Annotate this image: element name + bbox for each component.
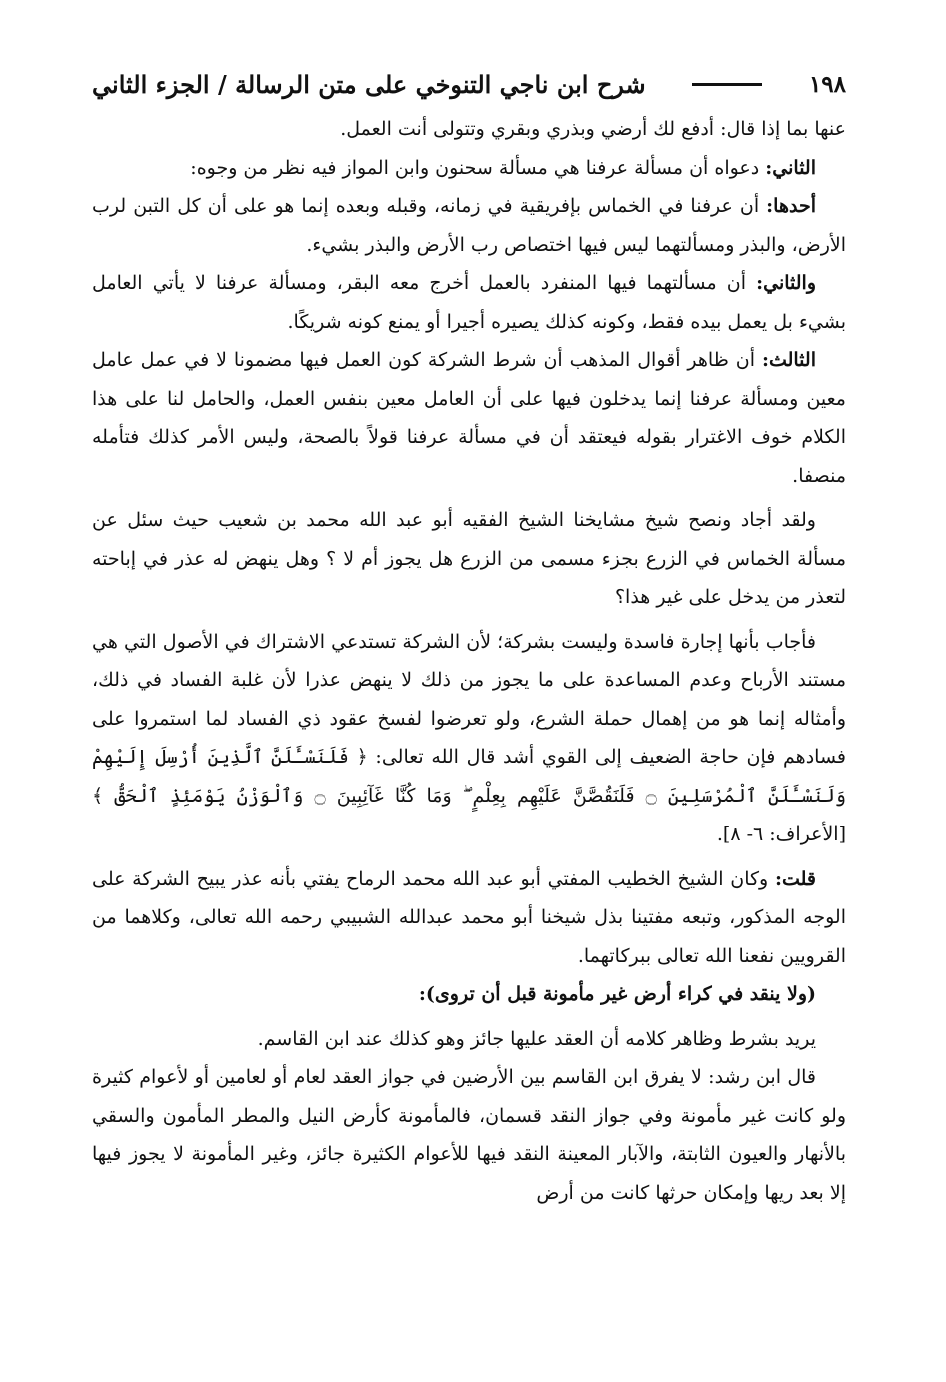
running-title: شرح ابن ناجي التنوخي على متن الرسالة / الجزء الثاني bbox=[92, 69, 646, 99]
paragraph-lead: قلت: bbox=[774, 867, 816, 890]
paragraph-lead: والثاني: bbox=[756, 272, 816, 294]
paragraph-4 bbox=[92, 264, 846, 341]
document-page bbox=[92, 58, 846, 1212]
matn-text: (ولا ينقد في كراء أرض غير مأمونة قبل أن تروى): bbox=[418, 983, 816, 1005]
paragraph-2 bbox=[92, 149, 846, 188]
paragraph-text: يريد بشرط وظاهر كلامه أن العقد عليها جائز وهو كذلك عند ابن القاسم. bbox=[257, 1027, 816, 1050]
paragraph-8 bbox=[92, 860, 846, 976]
paragraph-text: أن مسألتهما فيها المنفرد بالعمل أخرج معه البقر، ومسألة عرفنا لا يأتي العامل بشيء بل يعمل بيده فقط، وكونه كذلك يصيره أجيرا أو يمنع كونه شريكًا. bbox=[92, 272, 846, 333]
paragraph-text: عنها بما إذا قال: أدفع لك أرضي وبذري وبقري وتتولى أنت العمل. bbox=[340, 118, 846, 140]
verse-reference: [الأعراف: ٦- ٨]. bbox=[716, 823, 846, 845]
body-text bbox=[92, 110, 846, 1212]
paragraph-6 bbox=[92, 501, 846, 617]
paragraph-text: دعواه أن مسألة عرفنا هي مسألة سحنون وابن المواز فيه نظر من وجوه: bbox=[190, 156, 766, 179]
paragraph-3 bbox=[92, 187, 846, 264]
paragraph-text: أن عرفنا في الخماس بإفريقية في زمانه، وقبله وبعده إنما هو على أن كل التبن لرب الأرض، والبذر ومسألتهما ليس فيها اختصاص رب الأرض والبذر بشيء. bbox=[92, 195, 846, 256]
paragraph-11 bbox=[92, 1058, 846, 1212]
paragraph-lead: الثاني: bbox=[765, 156, 816, 179]
paragraph-text: فأجاب بأنها إجارة فاسدة وليست بشركة؛ لأن الشركة تستدعي الاشتراك في الأصول التي هي مستند الأرباح وعدم المساعدة على ما يجوز من ذلك لا ينهض عذرا لأن غلبة الفساد في ذلك، وأمثاله إنما هو من إهمال حملة الشرع، ولو تعرضوا لفسخ عقود ذي الفساد لما استمروا على فسادهم فإن حاجة الضعيف إلى القوي أشد قال الله تعالى: bbox=[92, 630, 846, 768]
paragraph-9-matn bbox=[92, 975, 846, 1014]
paragraph-text: قال ابن رشد: لا يفرق ابن القاسم بين الأرضين في جواز العقد لعام أو لعامين أو لأعوام كثيرة ولو كانت غير مأمونة وفي جواز النقد قسمان، فالمأمونة كأرض النيل والمطر المأمون والسقي بالأنهار والعيون الثابتة، والآبار المعينة النقد فيها للأعوام الكثيرة جائز، وغير المأمونة لا يجوز فيها إلا بعد ريها وإمكان حرثها كانت من أرض bbox=[92, 1066, 846, 1204]
page-number: ١٩٨ bbox=[808, 70, 846, 98]
paragraph-1 bbox=[92, 110, 846, 149]
paragraph-lead: الثالث: bbox=[761, 349, 816, 371]
paragraph-text: أن ظاهر أقوال المذهب أن شرط الشركة كون العمل فيها مضمونا لا في عمل عامل معين ومسألة عرفنا إنما يدخلون فيها على أن العامل معين بنفس العمل، والحامل لنا على هذا الكلام خوف الاغترار بقوله فيعتقد أن في مسألة عرفنا قولاً بالصحة، وليس الأمر كذلك فتأمله منصفا. bbox=[92, 349, 846, 487]
paragraph-text: وكان الشيخ الخطيب المفتي أبو عبد الله محمد الرماح يفتي بأنه عذر يبيح الشركة على الوجه المذكور، وتبعه مفتينا بذل شيخنا أبو محمد عبدالله الشبيبي رحمه الله تعالى، وكلاهما من القرويين نفعنا الله تعالى ببركاتهما. bbox=[92, 867, 846, 967]
page-header bbox=[92, 58, 846, 110]
paragraph-10 bbox=[92, 1020, 846, 1059]
paragraph-5 bbox=[92, 341, 846, 495]
paragraph-text: ولقد أجاد ونصح شيخ مشايخنا الشيخ الفقيه أبو عبد الله محمد بن شعيب حيث سئل عن مسألة الخماس في الزرع بجزء مسمى من الزرع هل يجوز أم لا ؟ وهل ينهض له عذر في إباحته لتعذر من يدخل على غير هذا؟ bbox=[92, 509, 846, 608]
paragraph-lead: أحدها: bbox=[766, 195, 816, 217]
header-rule bbox=[692, 83, 762, 86]
paragraph-7 bbox=[92, 623, 846, 854]
quran-verse: ﴿ فَلَنَسْـَٔلَنَّ ٱلَّذِينَ أُرْسِلَ إِلَيْهِمْ وَلَنَسْـَٔلَنَّ ٱلْمُرْسَلِينَ ۝ فَلَنَقُصَّنَّ عَلَيْهِم بِعِلْمٍ ۖ وَمَا كُنَّا غَآئِبِينَ ۝ وَٱلْوَزْنُ يَوْمَئِذٍ ٱلْحَقُّ ﴾ bbox=[92, 746, 846, 807]
